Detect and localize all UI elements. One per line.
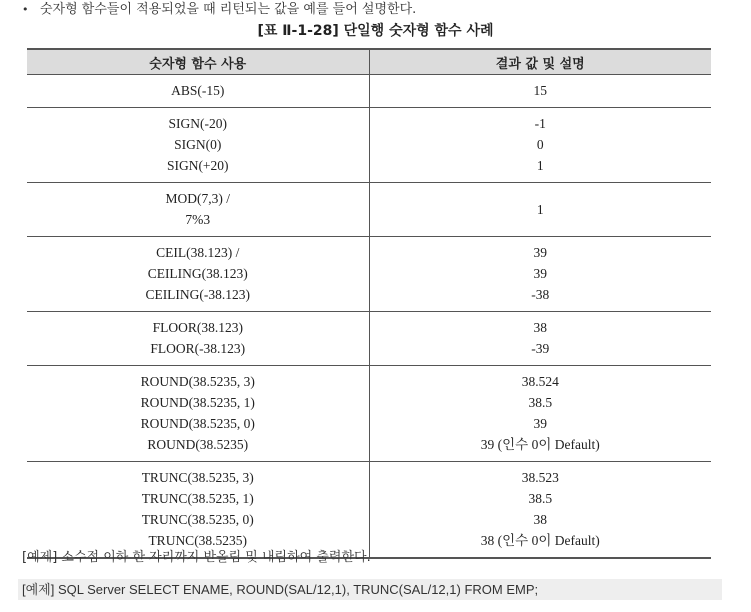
header-result: 결과 값 및 설명 — [369, 49, 711, 75]
example-description: [예제] 소수점 이하 한 자리까지 반올림 및 내림하여 출력한다. — [22, 550, 371, 565]
usage-line: TRUNC(38.5235) — [148, 533, 248, 548]
usage-cell — [27, 75, 369, 108]
result-line: 39 — [533, 416, 547, 431]
usage-cell — [27, 108, 369, 183]
numeric-function-table — [27, 48, 711, 559]
result-cell — [369, 183, 711, 237]
intro-line — [22, 0, 416, 20]
usage-line: FLOOR(-38.123) — [150, 341, 246, 356]
table-header-row — [27, 49, 711, 75]
result-line: 39 — [533, 266, 547, 281]
table-row — [27, 237, 711, 312]
result-cell — [369, 108, 711, 183]
table-row — [27, 183, 711, 237]
result-line: 38.5 — [528, 491, 553, 506]
result-cell — [369, 312, 711, 366]
usage-line: MOD(7,3) / — [165, 191, 230, 206]
usage-line: SIGN(0) — [174, 137, 222, 152]
table-row — [27, 312, 711, 366]
table-body — [27, 75, 711, 559]
result-line: -39 — [531, 341, 550, 356]
table-row — [27, 366, 711, 462]
table-caption: [표 Ⅱ-1-28] 단일행 숫자형 함수 사례 — [257, 23, 494, 39]
result-cell — [369, 75, 711, 108]
usage-line: ROUND(38.5235, 0) — [140, 416, 255, 431]
result-line: -38 — [531, 287, 550, 302]
result-line: 38.523 — [521, 470, 559, 485]
usage-line: CEILING(-38.123) — [145, 287, 251, 302]
result-line: -1 — [534, 116, 546, 131]
usage-line: TRUNC(38.5235, 0) — [141, 512, 254, 527]
usage-cell — [27, 237, 369, 312]
usage-line: TRUNC(38.5235, 3) — [141, 470, 254, 485]
usage-line: SIGN(-20) — [168, 116, 227, 131]
usage-line: ROUND(38.5235, 3) — [140, 374, 255, 389]
usage-line: FLOOR(38.123) — [152, 320, 243, 335]
result-line: 15 — [533, 83, 547, 98]
result-line: 38 — [533, 512, 547, 527]
usage-line: ROUND(38.5235, 1) — [140, 395, 255, 410]
intro-text: 숫자형 함수들이 적용되었을 때 리턴되는 값을 예를 들어 설명한다. — [40, 2, 417, 17]
usage-cell — [27, 312, 369, 366]
usage-line: ROUND(38.5235) — [147, 437, 249, 452]
result-cell — [369, 366, 711, 462]
bullet-icon: • — [22, 3, 29, 16]
result-line: 1 — [536, 158, 544, 173]
usage-line: TRUNC(38.5235, 1) — [141, 491, 254, 506]
table-row — [27, 108, 711, 183]
usage-cell — [27, 462, 369, 559]
result-line: 38.5 — [528, 395, 553, 410]
usage-line: SIGN(+20) — [166, 158, 229, 173]
result-line: 1 — [536, 201, 544, 217]
result-line: 39 (인수 0이 Default) — [480, 437, 600, 452]
usage-line: CEIL(38.123) / — [156, 245, 240, 260]
result-cell — [369, 462, 711, 559]
table-row — [27, 75, 711, 108]
example-sql-code: [예제] SQL Server SELECT ENAME, ROUND(SAL/12,1), TRUNC(SAL/12,1) FROM EMP; — [18, 579, 722, 600]
result-line: 38.524 — [521, 374, 559, 389]
usage-line: 7%3 — [185, 212, 211, 227]
usage-cell — [27, 183, 369, 237]
usage-cell — [27, 366, 369, 462]
usage-line: ABS(-15) — [171, 83, 225, 98]
result-line: 38 (인수 0이 Default) — [480, 533, 600, 548]
result-line: 39 — [533, 245, 547, 260]
result-line: 38 — [533, 320, 547, 335]
header-usage: 숫자형 함수 사용 — [27, 49, 369, 75]
result-line: 0 — [536, 137, 544, 152]
usage-line: CEILING(38.123) — [147, 266, 248, 281]
table-row — [27, 462, 711, 559]
result-cell — [369, 237, 711, 312]
